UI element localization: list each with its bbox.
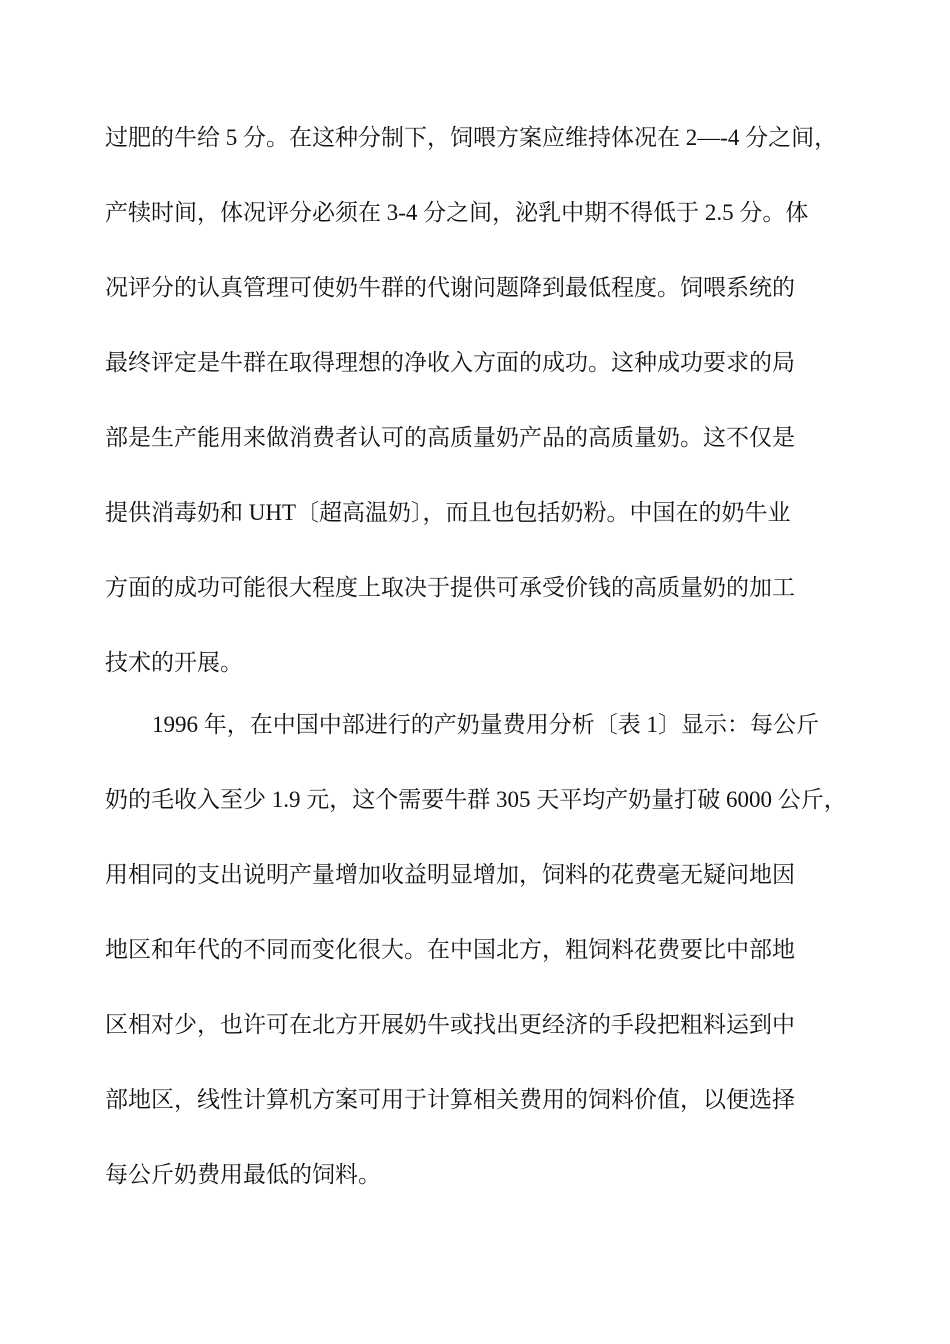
paragraph-line: 产犊时间，体况评分必须在 3-4 分之间，泌乳中期不得低于 2.5 分。体 xyxy=(105,200,809,225)
paragraph-line: 方面的成功可能很大程度上取决于提供可承受价钱的高质量奶的加工 xyxy=(105,575,795,600)
paragraph-line: 1996 年，在中国中部进行的产奶量费用分析〔表 1〕显示：每公斤 xyxy=(152,712,819,737)
paragraph-line: 每公斤奶费用最低的饲料。 xyxy=(105,1162,381,1187)
paragraph-line: 技术的开展。 xyxy=(105,650,243,675)
paragraph-line: 提供消毒奶和 UHT〔超高温奶〕，而且也包括奶粉。中国在的奶牛业 xyxy=(105,500,791,525)
paragraph-line: 奶的毛收入至少 1.9 元，这个需要牛群 305 天平均产奶量打破 6000 公斤， xyxy=(105,787,847,812)
paragraph-line: 部是生产能用来做消费者认可的高质量奶产品的高质量奶。这不仅是 xyxy=(105,425,795,450)
paragraph-line: 用相同的支出说明产量增加收益明显增加，饲料的花费毫无疑问地因 xyxy=(105,862,795,887)
paragraph-line: 况评分的认真管理可使奶牛群的代谢问题降到最低程度。饲喂系统的 xyxy=(105,275,795,300)
paragraph-line: 地区和年代的不同而变化很大。在中国北方，粗饲料花费要比中部地 xyxy=(105,937,795,962)
paragraph-line: 过肥的牛给 5 分。在这种分制下，饲喂方案应维持体况在 2—-4 分之间， xyxy=(105,125,838,150)
paragraph-line: 区相对少，也许可在北方开展奶牛或找出更经济的手段把粗料运到中 xyxy=(105,1012,795,1037)
paragraph-line: 最终评定是牛群在取得理想的净收入方面的成功。这种成功要求的局 xyxy=(105,350,795,375)
paragraph-line: 部地区，线性计算机方案可用于计算相关费用的饲料价值，以便选择 xyxy=(105,1087,795,1112)
